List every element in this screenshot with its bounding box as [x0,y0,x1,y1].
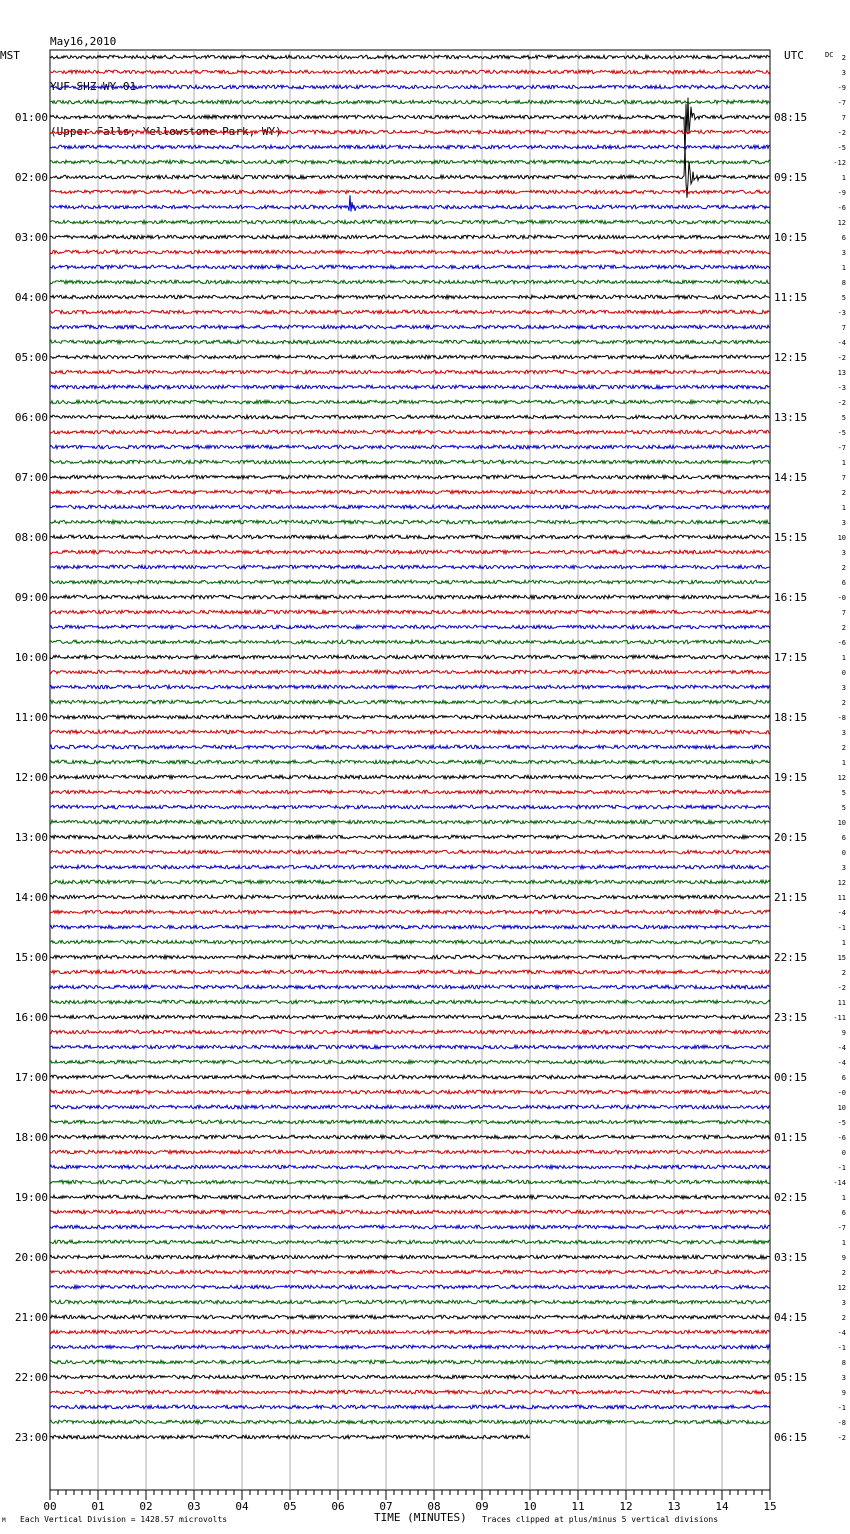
dc-offset-label: 2 [841,744,846,752]
dc-offset-label: 3 [841,519,846,527]
dc-offset-label: 1 [841,939,846,947]
dc-offset-label: 7 [841,114,846,122]
dc-offset-label: 0 [841,1149,846,1157]
dc-offset-label: 6 [841,1074,846,1082]
seismic-trace-row [50,1330,770,1334]
hour-label-mst: 01:00 [14,111,48,124]
hour-label-utc: 02:15 [774,1191,808,1204]
seismic-trace-row [50,565,770,569]
seismic-trace-row [50,325,770,329]
hour-label-utc: 01:15 [774,1131,808,1144]
seismic-trace-row [50,985,770,989]
dc-offset-label: 10 [837,819,846,827]
hour-label-mst: 07:00 [14,471,48,484]
dc-offset-label: 0 [841,849,846,857]
seismic-trace-row [50,970,770,974]
left-timezone-label: MST [0,49,20,62]
dc-offset-label: 6 [841,234,846,242]
seismic-trace-row [50,1150,770,1154]
x-tick-label: 02 [139,1500,153,1513]
hour-label-utc: 13:15 [774,411,808,424]
seismic-trace-row [50,700,770,704]
seismic-trace-row [50,370,770,374]
seismic-trace-row [50,655,770,659]
seismic-trace-row [50,940,770,944]
seismic-trace-row [50,1360,770,1364]
dc-offset-label: -5 [837,144,846,152]
seismic-trace-row [50,580,770,584]
dc-offset-label: -5 [837,429,846,437]
seismic-trace-row [50,925,770,929]
dc-offset-label: 3 [841,1299,846,1307]
dc-offset-label: -4 [837,1329,846,1337]
dc-offset-label: -5 [837,1119,846,1127]
hour-label-mst: 11:00 [14,711,48,724]
seismic-trace-row [50,1240,770,1244]
hour-label-utc: 06:15 [774,1431,808,1444]
seismic-trace-row [50,745,770,749]
hour-label-utc: 23:15 [774,1011,808,1024]
hour-label-mst: 09:00 [14,591,48,604]
dc-offset-label: 13 [837,369,846,377]
dc-offset-label: -2 [837,984,846,992]
x-tick-label: 08 [427,1500,441,1513]
x-tick-label: 01 [91,1500,105,1513]
dc-offset-label: 11 [837,894,846,902]
hour-label-utc: 05:15 [774,1371,808,1384]
seismic-trace-row [50,805,770,809]
seismic-trace-row [50,265,770,269]
dc-offset-label: 0 [841,669,846,677]
seismic-trace-row [50,195,770,212]
x-tick-label: 09 [475,1500,489,1513]
dc-offset-label: -11 [833,1014,846,1022]
dc-offset-label: -2 [837,129,846,137]
dc-offset-label: 12 [837,879,846,887]
seismic-trace-row [50,295,770,299]
seismic-trace-row [50,1045,770,1049]
seismic-trace-row [50,895,770,899]
dc-offset-label: -6 [837,1134,846,1142]
seismic-trace-row [50,85,770,89]
dc-offset-label: -6 [837,639,846,647]
hour-label-utc: 18:15 [774,711,808,724]
dc-offset-label: 2 [841,54,846,62]
dc-offset-label: 15 [837,954,846,962]
seismic-trace-row [50,1210,770,1214]
hour-label-mst: 18:00 [14,1131,48,1144]
dc-offset-label: 8 [841,1359,846,1367]
hour-label-mst: 03:00 [14,231,48,244]
dc-offset-label: -4 [837,1044,846,1052]
seismic-trace-row [50,535,770,539]
dc-offset-label: -3 [837,384,846,392]
dc-offset-label: 1 [841,654,846,662]
dc-offset-label: 2 [841,489,846,497]
seismic-trace-row [50,910,770,914]
dc-offset-header: DC [825,51,834,59]
seismic-trace-row [50,100,770,104]
seismic-trace-row [50,610,770,614]
seismic-trace-row [50,1165,770,1169]
x-axis-title: TIME (MINUTES) [374,1511,467,1524]
dc-offset-label: -8 [837,1419,846,1427]
x-tick-label: 00 [43,1500,57,1513]
dc-offset-label: 5 [841,789,846,797]
seismic-trace-row [50,1390,770,1394]
dc-offset-label: -6 [837,204,846,212]
seismic-trace-row [50,1015,770,1019]
seismic-trace-row [50,145,770,149]
hour-label-utc: 04:15 [774,1311,808,1324]
seismic-trace-row [50,160,770,164]
dc-offset-label: 2 [841,624,846,632]
dc-offset-label: 3 [841,249,846,257]
x-tick-label: 15 [763,1500,777,1513]
dc-offset-label: 3 [841,69,846,77]
seismic-trace-row [50,775,770,779]
dc-offset-label: 10 [837,1104,846,1112]
x-tick-label: 12 [619,1500,633,1513]
dc-offset-label: 9 [841,1254,846,1262]
x-tick-label: 03 [187,1500,201,1513]
dc-offset-label: 2 [841,1314,846,1322]
seismic-trace-row [50,625,770,629]
seismic-trace-row [50,640,770,644]
seismic-trace-row [50,310,770,314]
hour-label-mst: 12:00 [14,771,48,784]
seismic-trace-row [50,1285,770,1289]
hour-label-utc: 08:15 [774,111,808,124]
seismic-trace-row [50,1000,770,1004]
footer-clip-note: Traces clipped at plus/minus 5 vertical divisions [482,1515,719,1524]
hour-label-mst: 14:00 [14,891,48,904]
hour-label-mst: 20:00 [14,1251,48,1264]
seismic-trace-row [50,820,770,824]
seismic-trace-row [50,850,770,854]
dc-offset-label: 5 [841,414,846,422]
seismic-trace-row [50,130,770,134]
hour-label-mst: 21:00 [14,1311,48,1324]
dc-offset-label: 12 [837,774,846,782]
seismic-trace-row [50,1030,770,1034]
seismic-trace-row [50,220,770,224]
dc-offset-label: 2 [841,1269,846,1277]
seismic-trace-row [50,445,770,449]
dc-offset-label: -2 [837,1434,846,1442]
dc-offset-label: 3 [841,1374,846,1382]
dc-offset-label: 1 [841,459,846,467]
seismic-trace-row [50,1120,770,1124]
dc-offset-label: 1 [841,504,846,512]
dc-offset-label: -1 [837,1344,846,1352]
seismic-trace-row [50,1420,770,1424]
header-location: (Upper Falls, Yellowstone Park, WY) [50,125,282,138]
dc-offset-label: 9 [841,1389,846,1397]
hour-label-mst: 17:00 [14,1071,48,1084]
seismic-trace-row [50,235,770,239]
hour-label-utc: 15:15 [774,531,808,544]
hour-label-utc: 12:15 [774,351,808,364]
seismic-trace-row [50,520,770,524]
dc-offset-label: 12 [837,219,846,227]
dc-offset-label: 7 [841,609,846,617]
dc-offset-label: 6 [841,1209,846,1217]
hour-label-utc: 19:15 [774,771,808,784]
seismic-trace-row [50,760,770,764]
hour-label-mst: 10:00 [14,651,48,664]
seismic-trace-row [50,595,770,599]
dc-offset-label: 5 [841,294,846,302]
footer-division-note: Each Vertical Division = 1428.57 microvolts [20,1515,228,1524]
hour-label-utc: 16:15 [774,591,808,604]
dc-offset-label: -8 [837,714,846,722]
x-tick-label: 14 [715,1500,729,1513]
hour-label-mst: 23:00 [14,1431,48,1444]
seismic-trace-row [50,1060,770,1064]
seismic-trace-row [50,55,770,59]
dc-offset-label: -9 [837,84,846,92]
dc-offset-label: -0 [837,594,846,602]
dc-offset-label: 3 [841,729,846,737]
hour-label-utc: 03:15 [774,1251,808,1264]
seismic-trace-row [50,475,770,479]
seismic-trace-row [50,1195,770,1199]
dc-offset-label: -1 [837,1164,846,1172]
seismic-trace-row [50,1345,770,1349]
seismic-trace-row [50,865,770,869]
seismic-trace-row [50,1270,770,1274]
hour-label-utc: 14:15 [774,471,808,484]
hour-label-utc: 10:15 [774,231,808,244]
hour-label-mst: 05:00 [14,351,48,364]
x-tick-label: 13 [667,1500,681,1513]
seismic-trace-row [50,1405,770,1409]
x-tick-label: 04 [235,1500,249,1513]
seismic-trace-row [50,1105,770,1109]
dc-offset-label: 7 [841,324,846,332]
hour-label-mst: 16:00 [14,1011,48,1024]
seismic-trace-row [50,1075,770,1079]
seismic-trace-row [50,835,770,839]
seismic-trace-row [50,790,770,794]
footer-corner-mark: M [2,1517,6,1524]
hour-label-mst: 15:00 [14,951,48,964]
seismic-trace-row [50,340,770,344]
dc-offset-label: -4 [837,339,846,347]
seismic-trace-row [50,385,770,389]
dc-offset-label: -12 [833,159,846,167]
dc-offset-label: -4 [837,1059,846,1067]
seismic-trace-row [50,550,770,554]
dc-offset-label: 6 [841,579,846,587]
dc-offset-label: 3 [841,864,846,872]
seismic-trace-row [50,715,770,719]
dc-offset-label: 2 [841,699,846,707]
seismic-trace-row [50,1255,770,1259]
seismic-trace-row [50,460,770,464]
dc-offset-label: -1 [837,924,846,932]
dc-offset-label: 7 [841,474,846,482]
dc-offset-label: 3 [841,549,846,557]
dc-offset-label: -4 [837,909,846,917]
dc-offset-label: 12 [837,1284,846,1292]
dc-offset-label: 3 [841,684,846,692]
header-station: YUF SHZ WY 01 [50,80,137,93]
dc-offset-label: -2 [837,354,846,362]
seismic-trace-row [50,430,770,434]
hour-label-mst: 22:00 [14,1371,48,1384]
seismic-trace-row [50,1300,770,1304]
seismic-trace-row [50,730,770,734]
seismic-trace-row [50,70,770,74]
hour-label-mst: 08:00 [14,531,48,544]
x-tick-label: 11 [571,1500,585,1513]
header-date: May16,2010 [50,35,117,48]
seismic-trace-row [50,1315,770,1319]
dc-offset-label: 5 [841,804,846,812]
hour-label-utc: 20:15 [774,831,808,844]
hour-label-mst: 06:00 [14,411,48,424]
dc-offset-label: -0 [837,1089,846,1097]
dc-offset-label: 2 [841,564,846,572]
seismic-trace-row [50,415,770,419]
hour-label-utc: 22:15 [774,951,808,964]
hour-label-mst: 04:00 [14,291,48,304]
dc-offset-label: 8 [841,279,846,287]
dc-offset-label: -7 [837,444,846,452]
seismic-trace-row [50,98,770,159]
dc-offset-label: -2 [837,399,846,407]
dc-offset-label: -9 [837,189,846,197]
hour-label-mst: 02:00 [14,171,48,184]
dc-offset-label: 1 [841,1239,846,1247]
seismic-trace-row [50,670,770,674]
seismic-trace-row [50,1225,770,1229]
seismic-trace-row [50,1090,770,1094]
seismic-trace-row [50,955,770,959]
seismic-trace-row [50,1135,770,1139]
dc-offset-label: -3 [837,309,846,317]
seismic-trace-row [50,685,770,689]
seismic-trace-row [50,880,770,884]
dc-offset-label: -1 [837,1404,846,1412]
seismic-trace-row [50,280,770,284]
hour-label-mst: 13:00 [14,831,48,844]
dc-offset-label: 2 [841,969,846,977]
x-tick-label: 07 [379,1500,393,1513]
right-timezone-label: UTC [784,49,804,62]
seismic-trace-row [50,355,770,359]
dc-offset-label: 1 [841,174,846,182]
dc-offset-label: 1 [841,759,846,767]
dc-offset-label: 11 [837,999,846,1007]
seismic-trace-row [50,505,770,509]
hour-label-utc: 11:15 [774,291,808,304]
dc-offset-label: -14 [833,1179,846,1187]
dc-offset-label: -7 [837,99,846,107]
hour-label-utc: 00:15 [774,1071,808,1084]
hour-label-utc: 17:15 [774,651,808,664]
seismic-trace-row [50,400,770,404]
seismic-trace-row [50,190,770,194]
dc-offset-label: 9 [841,1029,846,1037]
hour-label-mst: 19:00 [14,1191,48,1204]
seismic-trace-row [50,250,770,254]
seismic-trace-row [50,1375,770,1379]
dc-offset-label: -7 [837,1224,846,1232]
hour-label-utc: 21:15 [774,891,808,904]
dc-offset-label: 6 [841,834,846,842]
x-tick-label: 10 [523,1500,537,1513]
x-tick-label: 06 [331,1500,345,1513]
x-tick-label: 05 [283,1500,297,1513]
dc-offset-label: 1 [841,264,846,272]
seismic-trace-row [50,490,770,494]
dc-offset-label: 1 [841,1194,846,1202]
seismic-trace-row [50,1180,770,1184]
dc-offset-label: 10 [837,534,846,542]
hour-label-utc: 09:15 [774,171,808,184]
